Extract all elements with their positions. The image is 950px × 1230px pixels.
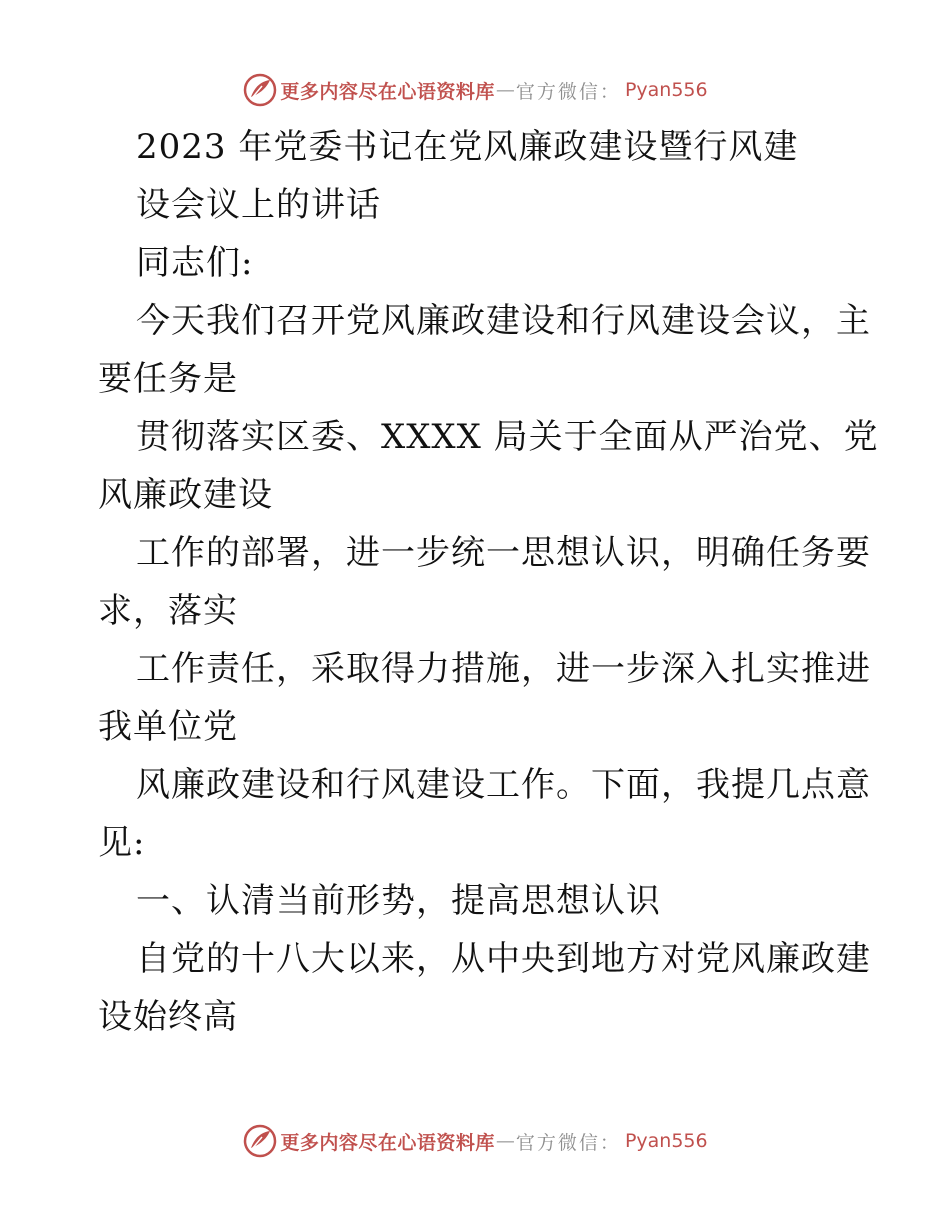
watermark-label: 官方微信：: [515, 80, 621, 103]
watermark-text: 更多内容尽在心语资料库: [280, 1131, 495, 1154]
paragraph-4-line-1: 工作责任，采取得力措施，进一步深入扎实推进: [136, 649, 871, 689]
document-title-line-2: 设会议上的讲话: [136, 185, 381, 225]
closing-paragraph-line-1: 自党的十八大以来，从中央到地方对党风廉政建: [136, 939, 871, 979]
watermark-separator: —: [495, 79, 515, 101]
paragraph-1-line-1: 今天我们召开党风廉政建设和行风建设会议，主: [136, 301, 871, 341]
header-watermark: [0, 70, 950, 110]
salutation: 同志们:: [136, 243, 254, 283]
paragraph-5-line-1: 风廉政建设和行风建设工作。下面，我提几点意: [136, 765, 871, 805]
watermark-id: Pyan556: [624, 79, 708, 101]
paragraph-2-line-1: 贯彻落实区委、XXXX 局关于全面从严治党、党: [136, 417, 879, 457]
closing-paragraph-line-2: 设始终高: [98, 997, 238, 1037]
watermark-label: 官方微信：: [515, 1131, 621, 1154]
footer-watermark: [0, 1121, 950, 1161]
paragraph-3-line-2: 求，落实: [98, 591, 238, 631]
paragraph-1-line-2: 要任务是: [98, 359, 238, 399]
document-body: [98, 118, 879, 1046]
paragraph-4-line-2: 我单位党: [98, 707, 238, 747]
document-title-line-1: 2023 年党委书记在党风廉政建设暨行风建: [136, 127, 799, 167]
quill-seal-icon: [242, 72, 278, 108]
paragraph-5-line-2: 见:: [98, 823, 146, 863]
watermark-id: Pyan556: [624, 1130, 708, 1152]
quill-seal-icon: [242, 1123, 278, 1159]
watermark-text: 更多内容尽在心语资料库: [280, 80, 495, 103]
paragraph-2-line-2: 风廉政建设: [98, 475, 273, 515]
watermark-separator: —: [495, 1130, 515, 1152]
section-heading: 一、认清当前形势，提高思想认识: [136, 881, 661, 921]
paragraph-3-line-1: 工作的部署，进一步统一思想认识，明确任务要: [136, 533, 871, 573]
